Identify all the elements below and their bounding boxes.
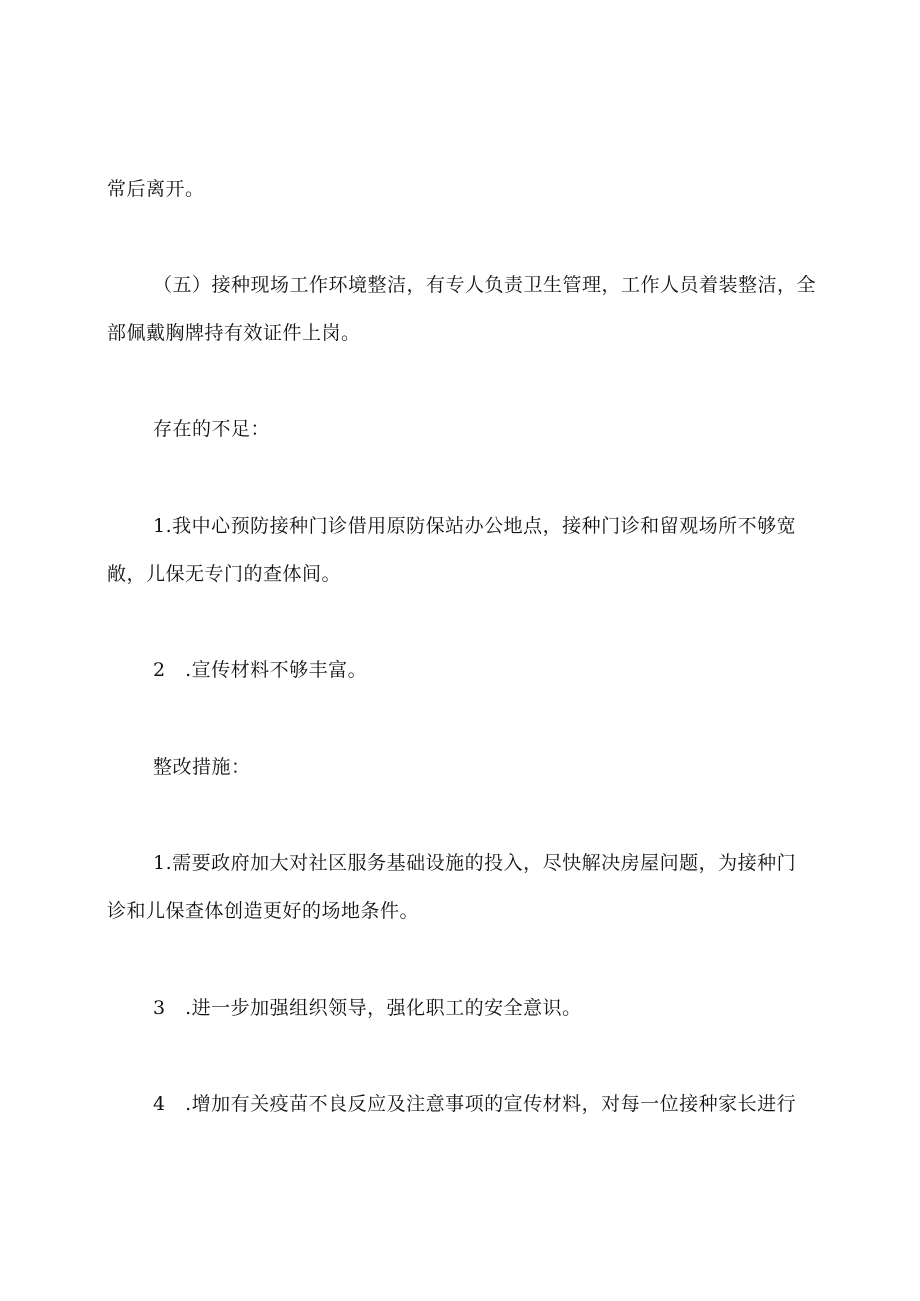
paragraph-item-five-line-2: 部佩戴胸牌持有效证件上岗。: [107, 322, 361, 344]
section-heading-rectification: 整改措施：: [153, 756, 251, 778]
measure-3: 3 .进一步加强组织领导，强化职工的安全意识。: [153, 997, 582, 1019]
paragraph-item-five-line-1: （五）接种现场工作环境整洁，有专人负责卫生管理，工作人员着装整洁，全: [153, 274, 817, 296]
shortcoming-2: 2 .宣传材料不够丰富。: [153, 659, 368, 681]
measure-1-line-1: 1.需要政府加大对社区服务基础设施的投入，尽快解决房屋问题，为接种门: [153, 852, 797, 874]
measure-4-line-1: 4 .增加有关疫苗不良反应及注意事项的宣传材料，对每一位接种家长进行: [153, 1093, 797, 1115]
shortcoming-1-line-1: 1.我中心预防接种门诊借用原防保站办公地点，接种门诊和留观场所不够宽: [153, 515, 797, 537]
shortcoming-1-line-2: 敞，儿保无专门的查体间。: [107, 563, 342, 585]
measure-1-line-2: 诊和儿保查体创造更好的场地条件。: [107, 900, 420, 922]
paragraph-continuation-line: 常后离开。: [107, 178, 205, 200]
section-heading-shortcomings: 存在的不足：: [153, 418, 271, 440]
